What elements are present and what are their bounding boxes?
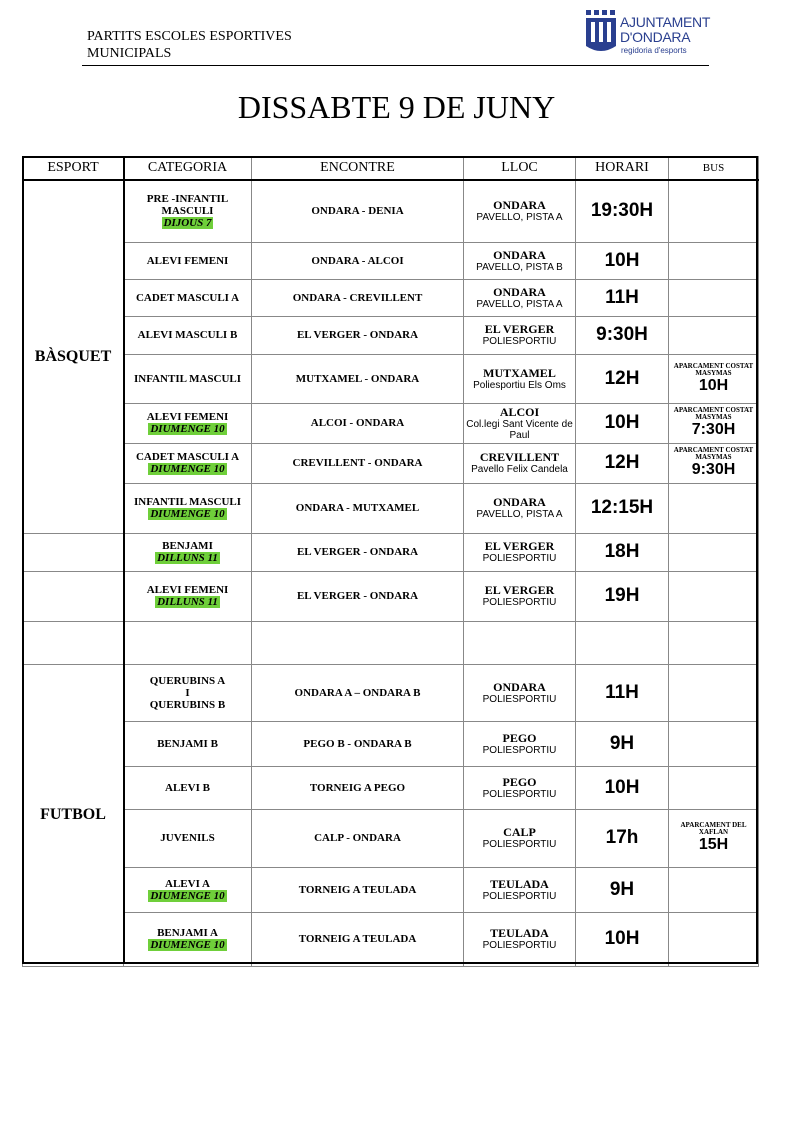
categoria-label: CADET MASCULI A <box>135 451 240 463</box>
lloc-venue: PAVELLO, PISTA A <box>476 212 563 224</box>
page-title: DISSABTE 9 DE JUNY <box>237 89 556 125</box>
ajuntament-logo <box>585 8 715 58</box>
horari-cell: 12H <box>576 354 669 403</box>
bus-cell <box>669 809 759 867</box>
col-lloc: LLOC <box>464 157 576 181</box>
horari-cell: 9H <box>576 867 669 912</box>
categoria-cell <box>124 483 252 533</box>
day-badge: DIUMENGE 10 <box>150 463 225 475</box>
encontre-cell: TORNEIG A TEULADA <box>252 912 464 966</box>
categoria-cell <box>124 912 252 966</box>
col-horari: HORARI <box>576 157 669 181</box>
lloc-place: ONDARA <box>493 247 546 262</box>
categoria-label: MASCULI <box>161 205 214 218</box>
header-rule <box>82 65 709 66</box>
table-row <box>23 279 759 316</box>
bus-cell <box>669 403 759 443</box>
lloc-cell <box>464 403 576 443</box>
bus-cell <box>669 912 759 966</box>
categoria-cell <box>124 403 252 443</box>
categoria-label: JUVENILS <box>160 832 215 844</box>
categoria-label: BENJAMI B <box>157 737 218 750</box>
lloc-place: EL VERGER <box>484 539 555 553</box>
categoria-label: ALEVI FEMENI <box>146 584 229 596</box>
bus-cell <box>669 766 759 809</box>
categoria-cell <box>124 443 252 483</box>
categoria-label: BENJAMI <box>162 540 213 552</box>
bus-note: APARCAMENT COSTAT MASYMAS <box>673 406 754 421</box>
schedule-table <box>22 156 759 967</box>
categoria-label: ALEVI MASCULI B <box>137 329 238 341</box>
bus-note: APARCAMENT COSTAT MASYMAS <box>673 361 754 377</box>
table-row <box>23 403 759 443</box>
lloc-cell <box>464 533 576 571</box>
table-row <box>23 316 759 354</box>
horari-cell: 9H <box>576 721 669 766</box>
lloc-venue: Col.legi Sant Vicente de Paul <box>466 418 573 441</box>
table-row <box>23 571 759 621</box>
table-header-row <box>23 157 759 181</box>
encontre-cell: ONDARA A – ONDARA B <box>252 664 464 721</box>
sport-basquet: BÀSQUET <box>23 180 124 533</box>
lloc-cell <box>464 766 576 809</box>
lloc-cell <box>464 242 576 279</box>
horari-cell: 12H <box>576 443 669 483</box>
lloc-venue: POLIESPORTIU <box>482 693 557 705</box>
bus-cell <box>669 483 759 533</box>
lloc-venue: POLIESPORTIU <box>482 336 557 347</box>
categoria-label: INFANTIL MASCULI <box>133 496 242 508</box>
categoria-label: PRE -INFANTIL <box>146 193 229 206</box>
table-row <box>23 621 759 664</box>
categoria-label: BENJAMI A <box>157 927 218 939</box>
categoria-cell <box>124 354 252 403</box>
bus-cell <box>669 533 759 571</box>
categoria-cell <box>124 867 252 912</box>
lloc-place: ONDARA <box>493 679 546 694</box>
lloc-venue: POLIESPORTIU <box>482 553 557 564</box>
encontre-cell: ONDARA - CREVILLENT <box>252 279 464 316</box>
lloc-place: ALCOI <box>499 404 540 419</box>
lloc-place: EL VERGER <box>484 583 555 597</box>
lloc-cell <box>464 354 576 403</box>
encontre-cell: ONDARA - ALCOI <box>252 242 464 279</box>
horari-cell: 10H <box>576 242 669 279</box>
day-badge: DIUMENGE 10 <box>150 889 225 902</box>
encontre-cell: ALCOI - ONDARA <box>252 403 464 443</box>
lloc-cell <box>464 443 576 483</box>
bus-cell <box>669 443 759 483</box>
categoria-label: ALEVI A <box>165 877 210 890</box>
day-badge: DIUMENGE 10 <box>150 939 225 951</box>
encontre-cell: CREVILLENT - ONDARA <box>252 443 464 483</box>
sport-futbol: FUTBOL <box>23 664 124 966</box>
encontre-cell: EL VERGER - ONDARA <box>252 316 464 354</box>
lloc-place: CREVILLENT <box>479 450 560 464</box>
categoria-cell <box>124 180 252 242</box>
schedule-body <box>23 180 759 966</box>
day-badge-wrap <box>124 939 251 951</box>
col-esport: ESPORT <box>23 157 124 181</box>
day-badge-wrap <box>124 463 251 475</box>
lloc-place: MUTXAMEL <box>483 365 556 380</box>
categoria-label: I <box>185 686 190 699</box>
categoria-cell <box>124 809 252 867</box>
horari-cell: 12:15H <box>576 483 669 533</box>
lloc-cell <box>464 180 576 242</box>
empty-cell <box>252 621 464 664</box>
col-encontre: ENCONTRE <box>252 157 464 181</box>
categoria-label: ALEVI FEMENI <box>146 411 229 423</box>
encontre-cell: ONDARA - MUTXAMEL <box>252 483 464 533</box>
day-badge-wrap <box>124 217 251 229</box>
day-badge: DIUMENGE 10 <box>150 423 225 435</box>
bus-time: 7:30H <box>691 421 736 438</box>
categoria-label: ALEVI B <box>165 781 210 794</box>
lloc-venue: Pavello Felix Candela <box>471 464 568 475</box>
bus-time: 15H <box>698 836 729 853</box>
categoria-cell <box>124 571 252 621</box>
lloc-place: TEULADA <box>490 876 549 891</box>
table-row <box>23 443 759 483</box>
encontre-cell: EL VERGER - ONDARA <box>252 533 464 571</box>
lloc-venue: POLIESPORTIU <box>482 744 557 756</box>
table-row <box>23 766 759 809</box>
empty-cell <box>576 621 669 664</box>
categoria-label: CADET MASCULI A <box>135 291 240 304</box>
lloc-place: TEULADA <box>490 926 549 940</box>
sport-cell-empty <box>23 533 124 571</box>
encontre-cell: PEGO B - ONDARA B <box>252 721 464 766</box>
bus-cell <box>669 279 759 316</box>
bus-time: 9:30H <box>691 461 736 478</box>
lloc-cell <box>464 809 576 867</box>
table-row <box>23 809 759 867</box>
empty-cell <box>124 621 252 664</box>
lloc-place: ONDARA <box>493 198 546 213</box>
encontre-cell: CALP - ONDARA <box>252 809 464 867</box>
bus-cell <box>669 242 759 279</box>
day-badge-wrap <box>124 423 251 435</box>
table-row <box>23 242 759 279</box>
lloc-venue: PAVELLO, PISTA B <box>476 261 563 273</box>
horari-cell: 18H <box>576 533 669 571</box>
lloc-cell <box>464 571 576 621</box>
horari-cell: 11H <box>576 664 669 721</box>
bus-note: APARCAMENT DEL XAFLAN <box>680 821 747 836</box>
lloc-venue: PAVELLO, PISTA A <box>476 509 563 520</box>
table-row <box>23 180 759 242</box>
bus-cell <box>669 867 759 912</box>
lloc-cell <box>464 316 576 354</box>
lloc-cell <box>464 721 576 766</box>
bus-note: APARCAMENT COSTAT MASYMAS <box>673 446 754 461</box>
lloc-place: ONDARA <box>493 495 546 509</box>
horari-cell: 9:30H <box>576 316 669 354</box>
day-badge-wrap <box>124 552 251 564</box>
day-badge-wrap <box>124 890 251 902</box>
empty-cell <box>464 621 576 664</box>
logo-line-3: regidoria d'esports <box>621 46 687 55</box>
sport-cell-empty <box>23 571 124 621</box>
lloc-place: PEGO <box>502 774 537 789</box>
col-bus: BUS <box>669 157 759 181</box>
horari-cell: 10H <box>576 912 669 966</box>
horari-cell: 19:30H <box>576 180 669 242</box>
categoria-cell <box>124 533 252 571</box>
encontre-cell: TORNEIG A PEGO <box>252 766 464 809</box>
day-badge: DILLUNS 11 <box>157 552 218 564</box>
table-row <box>23 867 759 912</box>
lloc-venue: POLIESPORTIU <box>482 597 557 608</box>
lloc-cell <box>464 279 576 316</box>
table-row <box>23 483 759 533</box>
bus-cell <box>669 571 759 621</box>
lloc-place: PEGO <box>502 730 537 745</box>
categoria-label: ALEVI FEMENI <box>146 254 229 267</box>
categoria-cell <box>124 721 252 766</box>
logo-line-1: AJUNTAMENT <box>620 14 711 30</box>
day-badge-wrap <box>124 596 251 608</box>
categoria-cell <box>124 279 252 316</box>
day-badge-wrap <box>124 508 251 520</box>
categoria-label: QUERUBINS B <box>149 698 226 711</box>
table-row <box>23 912 759 966</box>
day-badge: DIJOUS 7 <box>163 217 212 230</box>
bus-cell <box>669 316 759 354</box>
header-line-2: MUNICIPALS <box>87 46 172 61</box>
lloc-cell <box>464 867 576 912</box>
lloc-venue: Poliesportiu Els Oms <box>473 379 566 391</box>
lloc-cell <box>464 912 576 966</box>
lloc-venue: POLIESPORTIU <box>482 839 557 850</box>
lloc-venue: POLIESPORTIU <box>482 890 557 902</box>
lloc-cell <box>464 664 576 721</box>
encontre-cell: TORNEIG A TEULADA <box>252 867 464 912</box>
table-row <box>23 533 759 571</box>
empty-cell <box>669 621 759 664</box>
bus-cell <box>669 721 759 766</box>
header-line-1: PARTITS ESCOLES ESPORTIVES <box>87 29 292 44</box>
day-badge: DILLUNS 11 <box>157 596 218 608</box>
sport-cell-empty <box>23 621 124 664</box>
lloc-place: ONDARA <box>493 284 546 299</box>
col-categoria: CATEGORIA <box>124 157 252 181</box>
crest-icon <box>585 8 619 56</box>
categoria-label: INFANTIL MASCULI <box>133 372 242 385</box>
encontre-cell: ONDARA - DENIA <box>252 180 464 242</box>
horari-cell: 10H <box>576 403 669 443</box>
categoria-label: QUERUBINS A <box>149 674 226 687</box>
lloc-cell <box>464 483 576 533</box>
bus-cell <box>669 664 759 721</box>
categoria-cell <box>124 242 252 279</box>
horari-cell: 10H <box>576 766 669 809</box>
bus-cell <box>669 180 759 242</box>
logo-line-2: D'ONDARA <box>620 29 691 45</box>
table-row <box>23 721 759 766</box>
categoria-cell <box>124 664 252 721</box>
encontre-cell: MUTXAMEL - ONDARA <box>252 354 464 403</box>
categoria-cell <box>124 316 252 354</box>
horari-cell: 11H <box>576 279 669 316</box>
bus-time: 10H <box>698 376 729 394</box>
document-header <box>87 28 292 62</box>
categoria-cell <box>124 766 252 809</box>
lloc-venue: POLIESPORTIU <box>482 788 557 800</box>
horari-cell: 17h <box>576 809 669 867</box>
day-badge: DIUMENGE 10 <box>150 508 225 520</box>
lloc-venue: POLIESPORTIU <box>482 940 557 951</box>
bus-cell <box>669 354 759 403</box>
encontre-cell: EL VERGER - ONDARA <box>252 571 464 621</box>
lloc-venue: PAVELLO, PISTA A <box>476 298 563 310</box>
lloc-place: EL VERGER <box>484 322 555 336</box>
lloc-place: CALP <box>503 825 536 839</box>
table-row <box>23 354 759 403</box>
table-row <box>23 664 759 721</box>
horari-cell: 19H <box>576 571 669 621</box>
